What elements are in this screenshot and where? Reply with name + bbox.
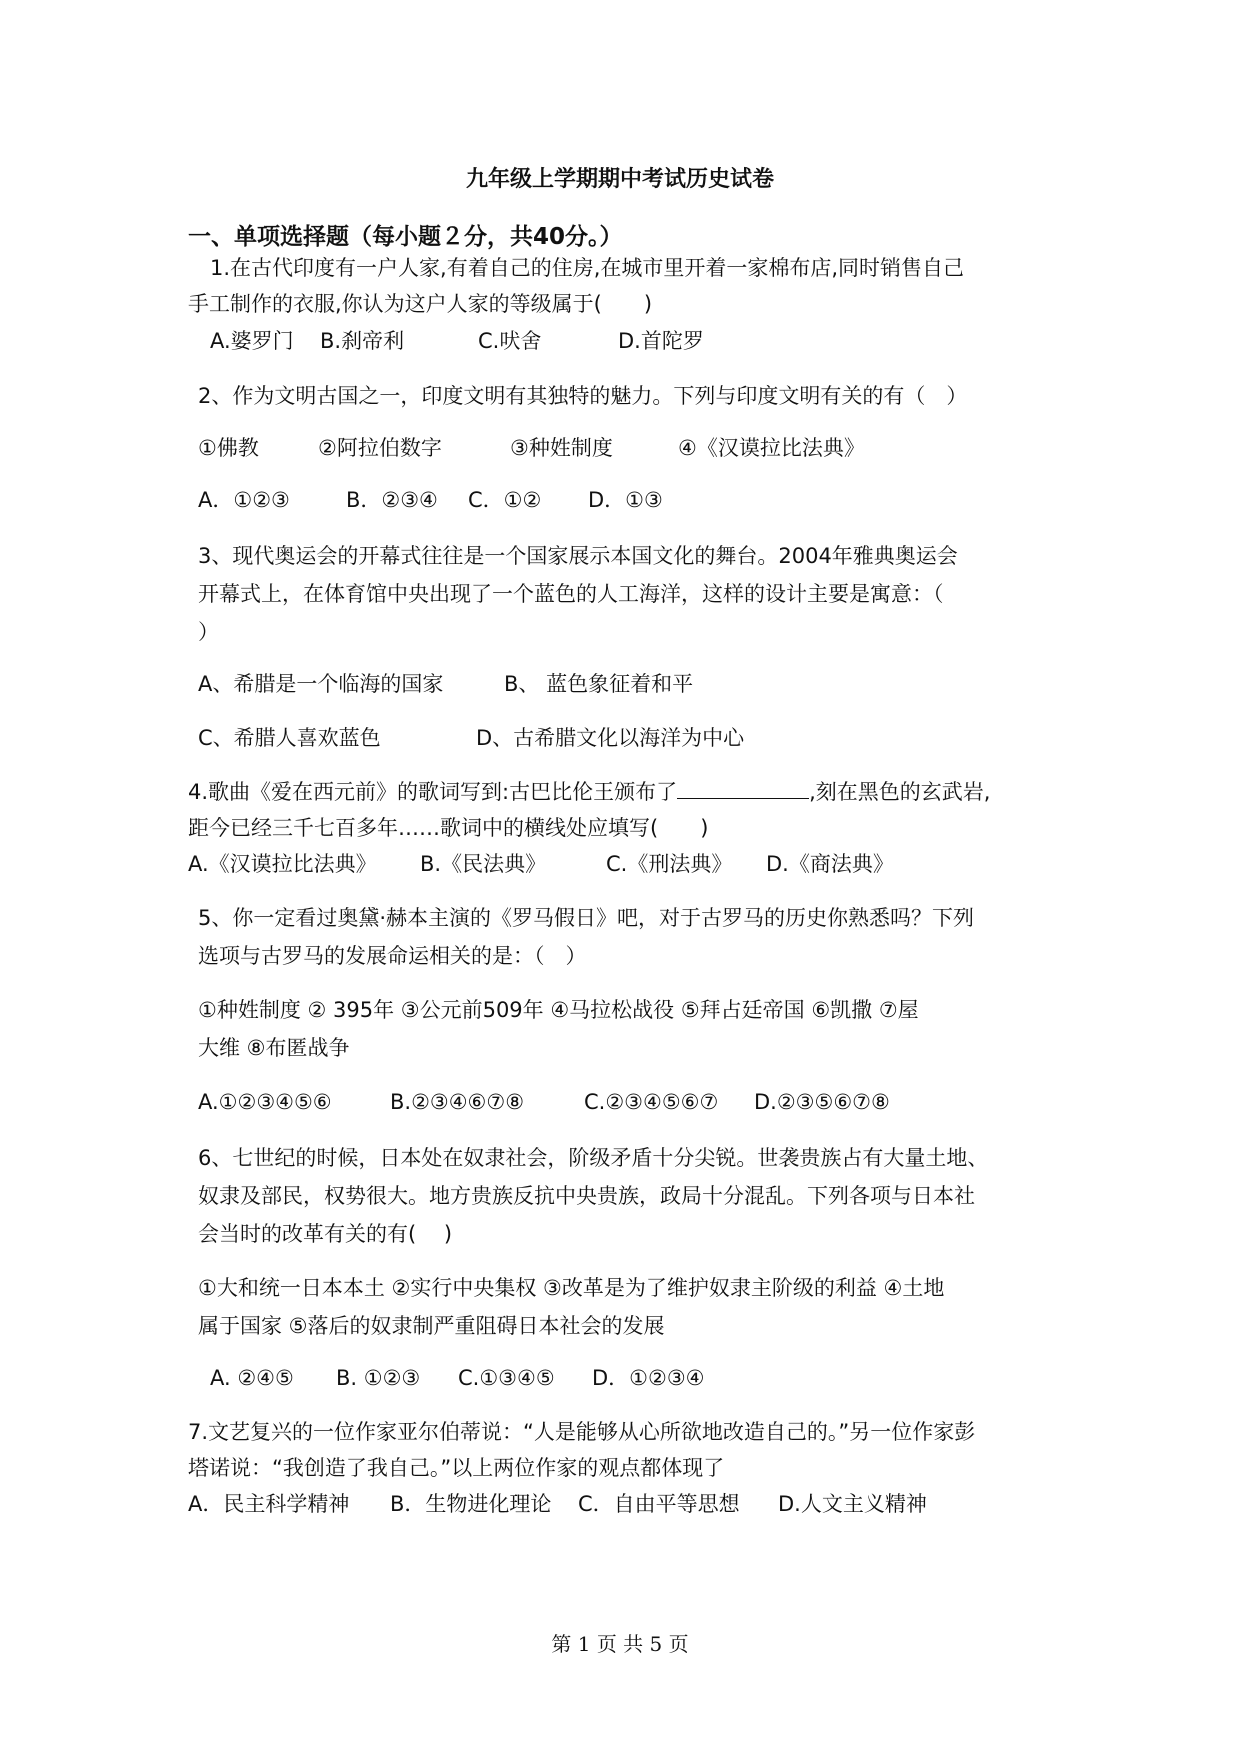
option-a: A．民主科学精神 bbox=[188, 1492, 350, 1516]
question-text-line: 开幕式上，在体育馆中央出现了一个蓝色的人工海洋，这样的设计主要是寓意：（ bbox=[198, 582, 944, 606]
statement-item: ②阿拉伯数字 bbox=[318, 436, 442, 460]
question-text-line: 塔诺说：“我创造了我自己。”以上两位作家的观点都体现了 bbox=[188, 1456, 725, 1480]
option-a: A、希腊是一个临海的国家 bbox=[198, 672, 444, 696]
question-text-line: 1.在古代印度有一户人家,有着自己的住房,在城市里开着一家棉布店,同时销售自己 bbox=[210, 256, 965, 280]
option-a: A.①②③④⑤⑥ bbox=[198, 1090, 332, 1114]
option-b: B．②③④ bbox=[346, 488, 438, 512]
option-c: C．①② bbox=[468, 488, 542, 512]
option-d: D．①②③④ bbox=[592, 1366, 705, 1390]
option-b: B．生物进化理论 bbox=[390, 1492, 552, 1516]
question-text: ,刻在黑色的玄武岩, bbox=[809, 780, 991, 804]
fill-in-blank bbox=[677, 778, 809, 799]
question-text-line: 2、作为文明古国之一，印度文明有其独特的魅力。下列与印度文明有关的有（ ） bbox=[198, 384, 968, 408]
option-c: C.①③④⑤ bbox=[458, 1366, 555, 1390]
statement-items-line: 属于国家 ⑤落后的奴隶制严重阻碍日本社会的发展 bbox=[198, 1314, 665, 1338]
option-d: D.《商法典》 bbox=[766, 852, 894, 876]
question-text-line: 6、七世纪的时候，日本处在奴隶社会，阶级矛盾十分尖锐。世袭贵族占有大量土地、 bbox=[198, 1146, 989, 1170]
section-heading: 一、单项选择题（每小题２分，共40分。） bbox=[188, 224, 623, 250]
question-text-line: 会当时的改革有关的有( ) bbox=[198, 1222, 453, 1246]
question-text-line: 7.文艺复兴的一位作家亚尔伯蒂说：“人是能够从心所欲地改造自己的。”另一位作家彭 bbox=[188, 1420, 976, 1444]
option-d: D.②③⑤⑥⑦⑧ bbox=[754, 1090, 890, 1114]
option-b: B.《民法典》 bbox=[420, 852, 547, 876]
page-footer: 第 1 页 共 5 页 bbox=[551, 1632, 689, 1656]
option-a: A. ②④⑤ bbox=[210, 1366, 294, 1390]
option-b: B、 蓝色象征着和平 bbox=[504, 672, 694, 696]
question-text-line: 3、现代奥运会的开幕式往往是一个国家展示本国文化的舞台。2004年雅典奥运会 bbox=[198, 544, 958, 568]
option-d: D、古希腊文化以海洋为中心 bbox=[476, 726, 745, 750]
question-text-line: 手工制作的衣服,你认为这户人家的等级属于( ) bbox=[188, 292, 653, 316]
question-text-line: 奴隶及部民，权势很大。地方贵族反抗中央贵族，政局十分混乱。下列各项与日本社 bbox=[198, 1184, 975, 1208]
option-d: D．①③ bbox=[588, 488, 663, 512]
page-title: 九年级上学期期中考试历史试卷 bbox=[465, 167, 774, 192]
statement-items-line: ①大和统一日本本土 ②实行中央集权 ③改革是为了维护奴隶主阶级的利益 ④土地 bbox=[198, 1276, 945, 1300]
question-text-line bbox=[188, 777, 990, 807]
option-d: D.首陀罗 bbox=[618, 329, 704, 353]
option-b: B.刹帝利 bbox=[320, 329, 405, 353]
question-text-line: 距今已经三千七百多年……歌词中的横线处应填写( ) bbox=[188, 816, 709, 840]
option-c: C.《刑法典》 bbox=[606, 852, 733, 876]
question-text-line: ） bbox=[198, 620, 219, 644]
option-a: A.《汉谟拉比法典》 bbox=[188, 852, 377, 876]
statement-items-line: ①种姓制度 ② 395年 ③公元前509年 ④马拉松战役 ⑤拜占廷帝国 ⑥凯撒 ⑦屋 bbox=[198, 998, 919, 1022]
option-c: C、希腊人喜欢蓝色 bbox=[198, 726, 381, 750]
question-text-line: 选项与古罗马的发展命运相关的是：（ ） bbox=[198, 944, 587, 968]
option-c: C.吠舍 bbox=[478, 329, 542, 353]
option-c: C．自由平等思想 bbox=[578, 1492, 740, 1516]
option-a: A．①②③ bbox=[198, 488, 290, 512]
option-b: B. ①②③ bbox=[336, 1366, 421, 1390]
question-text-line: 5、你一定看过奥黛·赫本主演的《罗马假日》吧，对于古罗马的历史你熟悉吗？下列 bbox=[198, 906, 975, 930]
statement-item: ④《汉谟拉比法典》 bbox=[678, 436, 865, 460]
question-text: 4.歌曲《爱在西元前》的歌词写到:古巴比伦王颁布了 bbox=[188, 780, 678, 804]
statement-item: ③种姓制度 bbox=[510, 436, 613, 460]
option-c: C.②③④⑤⑥⑦ bbox=[584, 1090, 719, 1114]
option-d: D.人文主义精神 bbox=[778, 1492, 927, 1516]
option-a: A.婆罗门 bbox=[210, 329, 294, 353]
option-b: B.②③④⑥⑦⑧ bbox=[390, 1090, 525, 1114]
statement-item: ①佛教 bbox=[198, 436, 259, 460]
statement-items-line: 大维 ⑧布匿战争 bbox=[198, 1036, 350, 1060]
